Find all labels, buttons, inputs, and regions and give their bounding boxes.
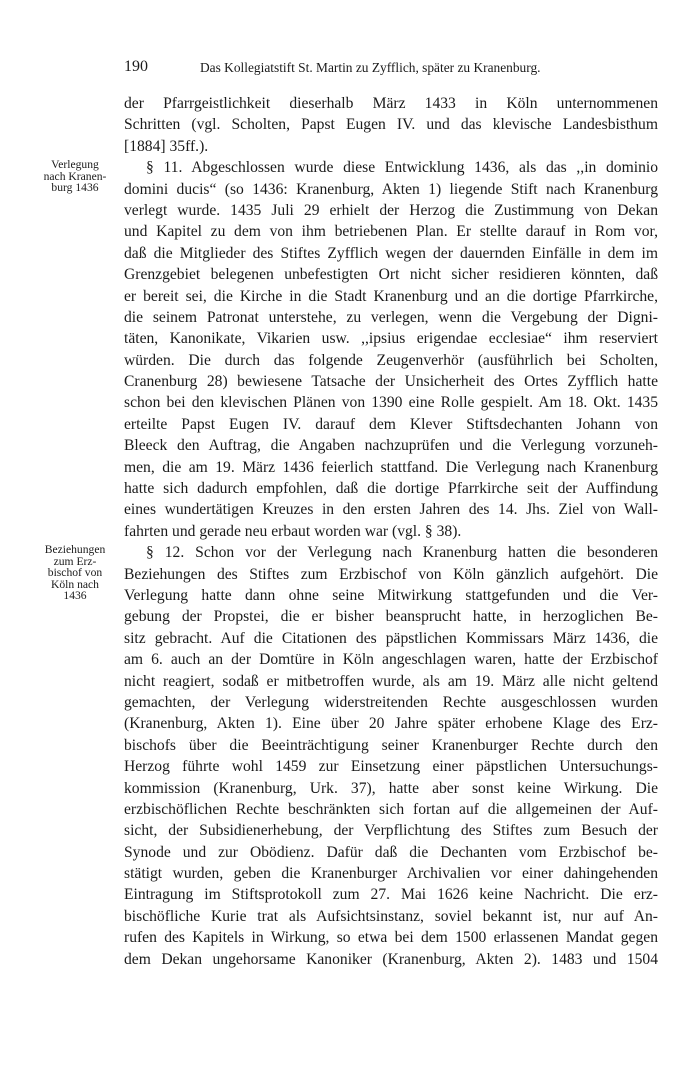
- text-line: [1884] 35ff.).: [124, 137, 209, 155]
- text-line: Cranenburg 28) bewiesene Tatsache der Unsicherheit des Ortes Zyfflich hatte: [124, 373, 658, 391]
- text-line: würden. Die durch das folgende Zeugenverhör (ausführlich bei Scholten,: [124, 351, 658, 369]
- text-line: daß die Mitglieder des Stiftes Zyfflich wegen der dauernden Einfälle in dem im: [124, 244, 658, 262]
- margin-note-line: zum Erz-: [53, 554, 97, 568]
- text-line: Schritten (vgl. Scholten, Papst Eugen IV. und das klevische Landesbisthum: [124, 116, 658, 134]
- text-line: Verlegung hatte dann ohne seine Mitwirkung stattgefunden und die Ver-: [124, 586, 658, 604]
- body-text: [124, 93, 658, 970]
- margin-note-line: Köln nach: [51, 577, 99, 591]
- text-line: die seinem Patronat unterstehe, zu verlegen, wenn die Vergebung der Digni-: [124, 308, 658, 326]
- text-line: der Pfarrgeistlichkeit dieserhalb März 1433 in Köln unternommenen: [124, 95, 658, 112]
- text-line: Grenzgebiet belegenen unbefestigten Ort nicht sicher residieren könnten, daß: [124, 266, 658, 284]
- text-line: er bereit sei, die Kirche in die Stadt Kranenburg und an die dortige Pfarrkirche,: [124, 287, 658, 305]
- text-line: Synode und zur Obödienz. Dafür daß die Dechanten vom Erzbischof be-: [124, 843, 658, 861]
- running-title: Das Kollegiatstift St. Martin zu Zyfflich, später zu Kranenburg.: [200, 60, 541, 75]
- margin-note-line: bischof von: [47, 566, 103, 580]
- text-line: sitz gebracht. Auf die Citationen des päpstlichen Kommissars März 1436, die: [124, 629, 658, 647]
- text-line: bischofs über die Beeinträchtigung seiner Kranenburger Rechte durch den: [124, 736, 658, 754]
- text-line: (Kranenburg, Akten 1). Eine über 20 Jahre später erhobene Klage des Erz-: [124, 715, 658, 733]
- margin-note-line: Beziehungen: [44, 543, 106, 556]
- text-line: nicht reagiert, sodaß er mitbetroffen wurde, als am 19. März alle nicht geltend: [124, 672, 658, 690]
- page-header: [124, 58, 658, 80]
- text-line: rufen des Kapitels in Wirkung, so etwa bei dem 1500 erlassenen Mandat gegen: [124, 929, 658, 947]
- text-line: men, die am 19. März 1436 feierlich stattfand. Die Verlegung nach Kranenburg: [124, 458, 658, 476]
- text-line: Eintragung im Stiftsprotokoll zum 27. Mai 1626 keine Nachricht. Die erz-: [124, 886, 658, 904]
- margin-note-line: burg 1436: [51, 181, 99, 195]
- margin-note-verlegung: [32, 159, 118, 194]
- text-line: schon bei den klevischen Plänen von 1390 eine Rolle gespielt. Am 18. Okt. 1435: [124, 394, 658, 412]
- section-12-start: § 12. Schon vor der Verlegung nach Kranenburg hatten die besonderen: [146, 544, 658, 562]
- text-line: am 6. auch an der Domtüre in Köln angeschlagen waren, hatte der Erzbischof: [124, 651, 658, 669]
- text-line: erzbischöflichen Rechte beschränkten sich fortan auf die allgemeinen der Auf-: [124, 800, 658, 818]
- text-line: stätigt wurden, geben die Kranenburger Archivalien vor einer dahingehenden: [124, 865, 658, 883]
- text-line: domini ducis“ (so 1436: Kranenburg, Akten 1) liegende Stift nach Kranenburg: [124, 180, 658, 198]
- text-line: eines wundertätigen Kreuzes in den ersten Jahren des 14. Jhs. Ziel von Wall-: [124, 501, 658, 519]
- text-line: sicht, der Subsidienerhebung, der Verpflichtung des Stiftes zum Besuch der: [124, 822, 658, 840]
- page-number: 190: [124, 58, 148, 75]
- text-line: täten, Kanonikate, Vikarien usw. ,,ipsius erigendae ecclesiae“ ihm reserviert: [124, 330, 658, 348]
- margin-note-line: Verlegung: [51, 158, 99, 171]
- margin-note-line: 1436: [63, 589, 87, 603]
- text-line: Herzog führte wohl 1459 zur Einsetzung einer päpstlichen Untersuchungs-: [124, 758, 658, 776]
- text-line: hatte sich dadurch empfohlen, daß die dortige Pfarrkirche seit der Auffindung: [124, 480, 658, 498]
- section-11-start: § 11. Abgeschlossen wurde diese Entwicklung 1436, als das ,,in dominio: [146, 159, 658, 177]
- text-line: kommission (Kranenburg, Urk. 37), hatte aber sonst keine Wirkung. Die: [124, 779, 658, 797]
- text-line: Beziehungen des Stiftes zum Erzbischof von Köln gänzlich aufgehört. Die: [124, 565, 658, 583]
- text-line: fahrten und gerade neu erbaut worden war (vgl. § 38).: [124, 522, 462, 540]
- text-line: und Kapitel zu dem von ihm betriebenen Plan. Er stellte darauf in Rom vor,: [124, 223, 658, 241]
- text-line: verlegt wurde. 1435 Juli 29 erhielt der Herzog die Zustimmung von Dekan: [124, 201, 658, 219]
- margin-note-beziehungen: [32, 544, 118, 602]
- text-line: erteilte Papst Eugen IV. darauf dem Klever Stiftsdechanten Johann von: [124, 415, 658, 433]
- text-line: dem Dekan ungehorsame Kanoniker (Kranenburg, Akten 2). 1483 und 1504: [124, 950, 658, 968]
- text-line: gebung der Propstei, die er bisher beansprucht hatte, in herzoglichen Be-: [124, 608, 658, 626]
- text-line: bischöfliche Kurie trat als Aufsichtsinstanz, soviel bekannt ist, nur auf An-: [124, 907, 658, 925]
- margin-note-line: nach Kranen-: [43, 169, 107, 183]
- text-line: Bleeck den Auftrag, die Angaben nachzuprüfen und die Verlegung vorzuneh-: [124, 437, 658, 455]
- text-line: gemachten, der Verlegung widerstreitenden Rechte ausgeschlossen wurden: [124, 693, 658, 711]
